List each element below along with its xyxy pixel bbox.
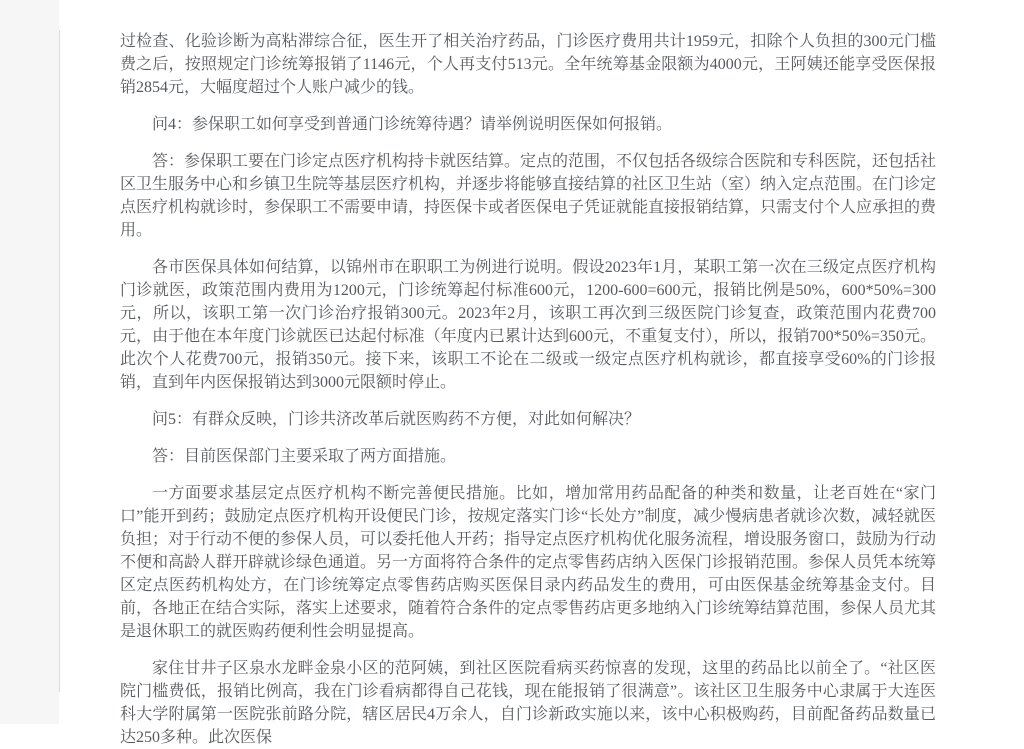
page-left-margin: [0, 0, 59, 724]
paragraph-answer-4-example: 各市医保具体如何结算，以锦州市在职职工为例进行说明。假设2023年1月，某职工第一次在三级定点医疗机构门诊就医，政策范围内费用为1200元，门诊统筹起付标准600元，1200-600=600元，报销比例是50%，600*50%=300元，所以，该职工第一次门诊治疗报销300元。2023年2月，该职工再次到三级医院门诊复查，政策范围内花费700元，由于他在本年度门诊就医已达起付标准（年度内已累计达到600元，不重复支付），所以，报销700*50%=350元。此次个人花费700元，报销350元。接下来，该职工不论在二级或一级定点医疗机构就诊，都直接享受60%的门诊报销，直到年内医保报销达到3000元限额时停止。: [120, 259, 936, 391]
paragraph-story-fan-ayi: 家住甘井子区泉水龙畔金泉小区的范阿姨，到社区医院看病买药惊喜的发现，这里的药品比以前全了。“社区医院门槛费低，报销比例高，我在门诊看病都得自己花钱，现在能报销了很满意”。该社区卫生服务中心隶属于大连医科大学附属第一医院张前路分院，辖区居民4万余人，自门诊新政实施以来，该中心积极购药，目前配备药品数量已达250多种。此次医保: [120, 660, 936, 746]
paragraph-question-4: 问4：参保职工如何享受到普通门诊统筹待遇？请举例说明医保如何报销。: [152, 116, 673, 133]
paragraph-continuation: 过检查、化验诊断为高粘滞综合征，医生开了相关治疗药品，门诊医疗费用共计1959元，扣除个人负担的300元门槛费之后，按照规定门诊统筹报销了1146元，个人再支付513元。全年统筹基金限额为4000元，王阿姨还能享受医保报销2854元，大幅度超过个人账户减少的钱。: [120, 33, 936, 96]
page-edge-line: [59, 30, 60, 692]
document-text-block: [120, 30, 936, 749]
paragraph-answer-5: 答：目前医保部门主要采取了两方面措施。: [152, 448, 457, 465]
paragraph-answer-4: 答：参保职工要在门诊定点医疗机构持卡就医结算。定点的范围，不仅包括各级综合医院和专科医院，还包括社区卫生服务中心和乡镇卫生院等基层医疗机构，并逐步将能够直接结算的社区卫生站（室）纳入定点范围。在门诊定点医疗机构就诊时，参保职工不需要申请，持医保卡或者医保电子凭证就能直接报销结算，只需支付个人应承担的费用。: [120, 153, 937, 239]
paragraph-question-5: 问5：有群众反映，门诊共济改革后就医购药不方便，对此如何解决？: [152, 411, 641, 428]
paragraph-answer-5-measures: 一方面要求基层定点医疗机构不断完善便民措施。比如，增加常用药品配备的种类和数量，让老百姓在“家门口”能开到药；鼓励定点医疗机构开设便民门诊，按规定落实门诊“长处方”制度，减少慢病患者就诊次数，减轻就医负担；对于行动不便的参保人员，可以委托他人开药；指导定点医疗机构优化服务流程，增设服务窗口，鼓励为行动不便和高龄人群开辟就诊绿色通道。另一方面将符合条件的定点零售药店纳入医保门诊报销范围。参保人员凭本统筹区定点医药机构处方，在门诊统筹定点零售药店购买医保目录内药品发生的费用，可由医保基金统筹基金支付。目前，各地正在结合实际，落实上述要求，随着符合条件的定点零售药店更多地纳入门诊统筹结算范围，参保人员尤其是退休职工的就医购药便利性会明显提高。: [120, 485, 937, 640]
